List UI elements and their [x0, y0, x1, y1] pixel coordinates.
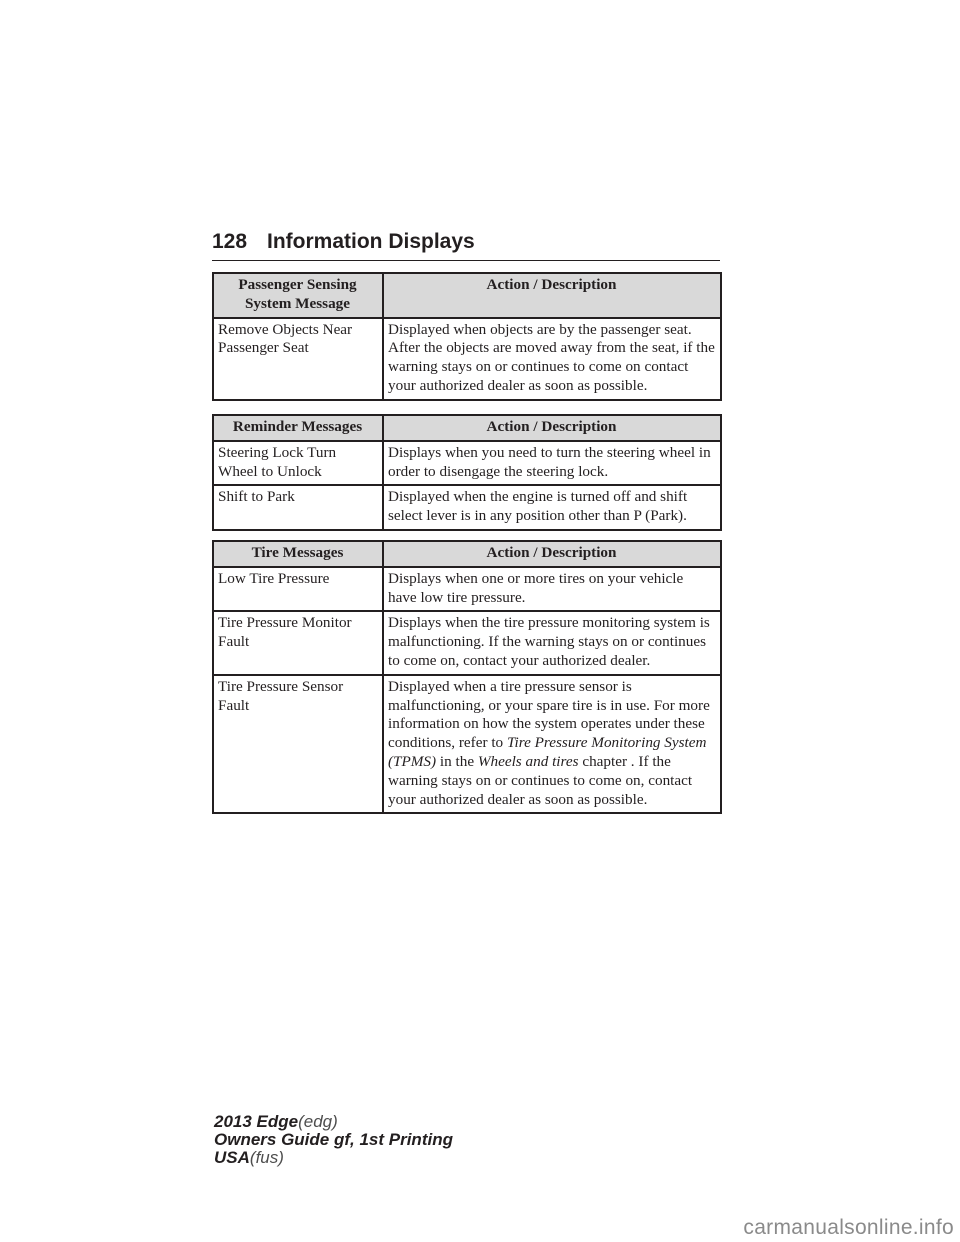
- message-cell: Remove Objects Near Passenger Seat: [213, 318, 383, 400]
- footer-line-guide: [214, 1131, 453, 1149]
- column-header-description: Action / Description: [383, 415, 721, 441]
- description-text: in the: [436, 752, 478, 770]
- description-cell: [383, 675, 721, 814]
- message-cell: Shift to Park: [213, 485, 383, 530]
- table-row: [213, 485, 721, 530]
- page-number: 128: [212, 230, 248, 253]
- footer-market-code: (fus): [249, 1148, 284, 1167]
- column-header-message: Tire Messages: [213, 541, 383, 567]
- footer-line-market: [214, 1149, 453, 1167]
- page-header: [212, 230, 720, 261]
- message-cell: Tire Pressure Sensor Fault: [213, 675, 383, 814]
- reminder-messages-table: [212, 414, 722, 531]
- footer-model-code: (edg): [298, 1112, 338, 1131]
- column-header-description: Action / Description: [383, 273, 721, 318]
- table-header-row: [213, 415, 721, 441]
- description-text: chapter . If the warning stays on or continues to come on, contact your authorized dealer as soon as possible.: [388, 752, 693, 808]
- footer-guide: Owners Guide gf, 1st Printing: [214, 1130, 453, 1149]
- table-row: [213, 318, 721, 400]
- description-cell: Displays when one or more tires on your vehicle have low tire pressure.: [383, 567, 721, 612]
- footer-model: 2013 Edge: [214, 1112, 299, 1131]
- cross-reference-chapter: Wheels and tires: [477, 752, 579, 770]
- column-header-description: Action / Description: [383, 541, 721, 567]
- message-cell: Steering Lock Turn Wheel to Unlock: [213, 441, 383, 486]
- table-row: [213, 675, 721, 814]
- column-header-message: Reminder Messages: [213, 415, 383, 441]
- table-header-row: [213, 541, 721, 567]
- description-cell: Displays when the tire pressure monitoring system is malfunctioning. If the warning stays on or continues to come on, contact your authorized dealer.: [383, 611, 721, 674]
- watermark: carmanualsonline.info: [743, 1216, 954, 1239]
- footer-market: USA: [214, 1148, 250, 1167]
- table-row: [213, 611, 721, 674]
- table-row: [213, 441, 721, 486]
- footer-line-model: [214, 1113, 453, 1131]
- description-cell: Displayed when objects are by the passenger seat. After the objects are moved away from the seat, if the warning stays on or continues to come on contact your authorized dealer as soon as possible.: [383, 318, 721, 400]
- cross-reference-tpms: Tire Pressure Monitoring System (TPMS): [388, 734, 707, 770]
- section-title: Information Displays: [267, 230, 475, 253]
- description-cell: Displayed when the engine is turned off and shift select lever is in any position other than P (Park).: [383, 485, 721, 530]
- message-cell: Tire Pressure Monitor Fault: [213, 611, 383, 674]
- message-cell: Low Tire Pressure: [213, 567, 383, 612]
- description-text: Displayed when a tire pressure sensor is malfunctioning, or your spare tire is in use. For more information on how the system operates under these conditions, refer to: [388, 677, 710, 752]
- column-header-message: Passenger Sensing System Message: [213, 273, 383, 318]
- table-row: [213, 567, 721, 612]
- description-cell: Displays when you need to turn the steering wheel in order to disengage the steering lock.: [383, 441, 721, 486]
- tire-messages-table: [212, 540, 722, 814]
- print-footer: [214, 1113, 453, 1167]
- table-header-row: [213, 273, 721, 318]
- passenger-sensing-table: [212, 272, 722, 401]
